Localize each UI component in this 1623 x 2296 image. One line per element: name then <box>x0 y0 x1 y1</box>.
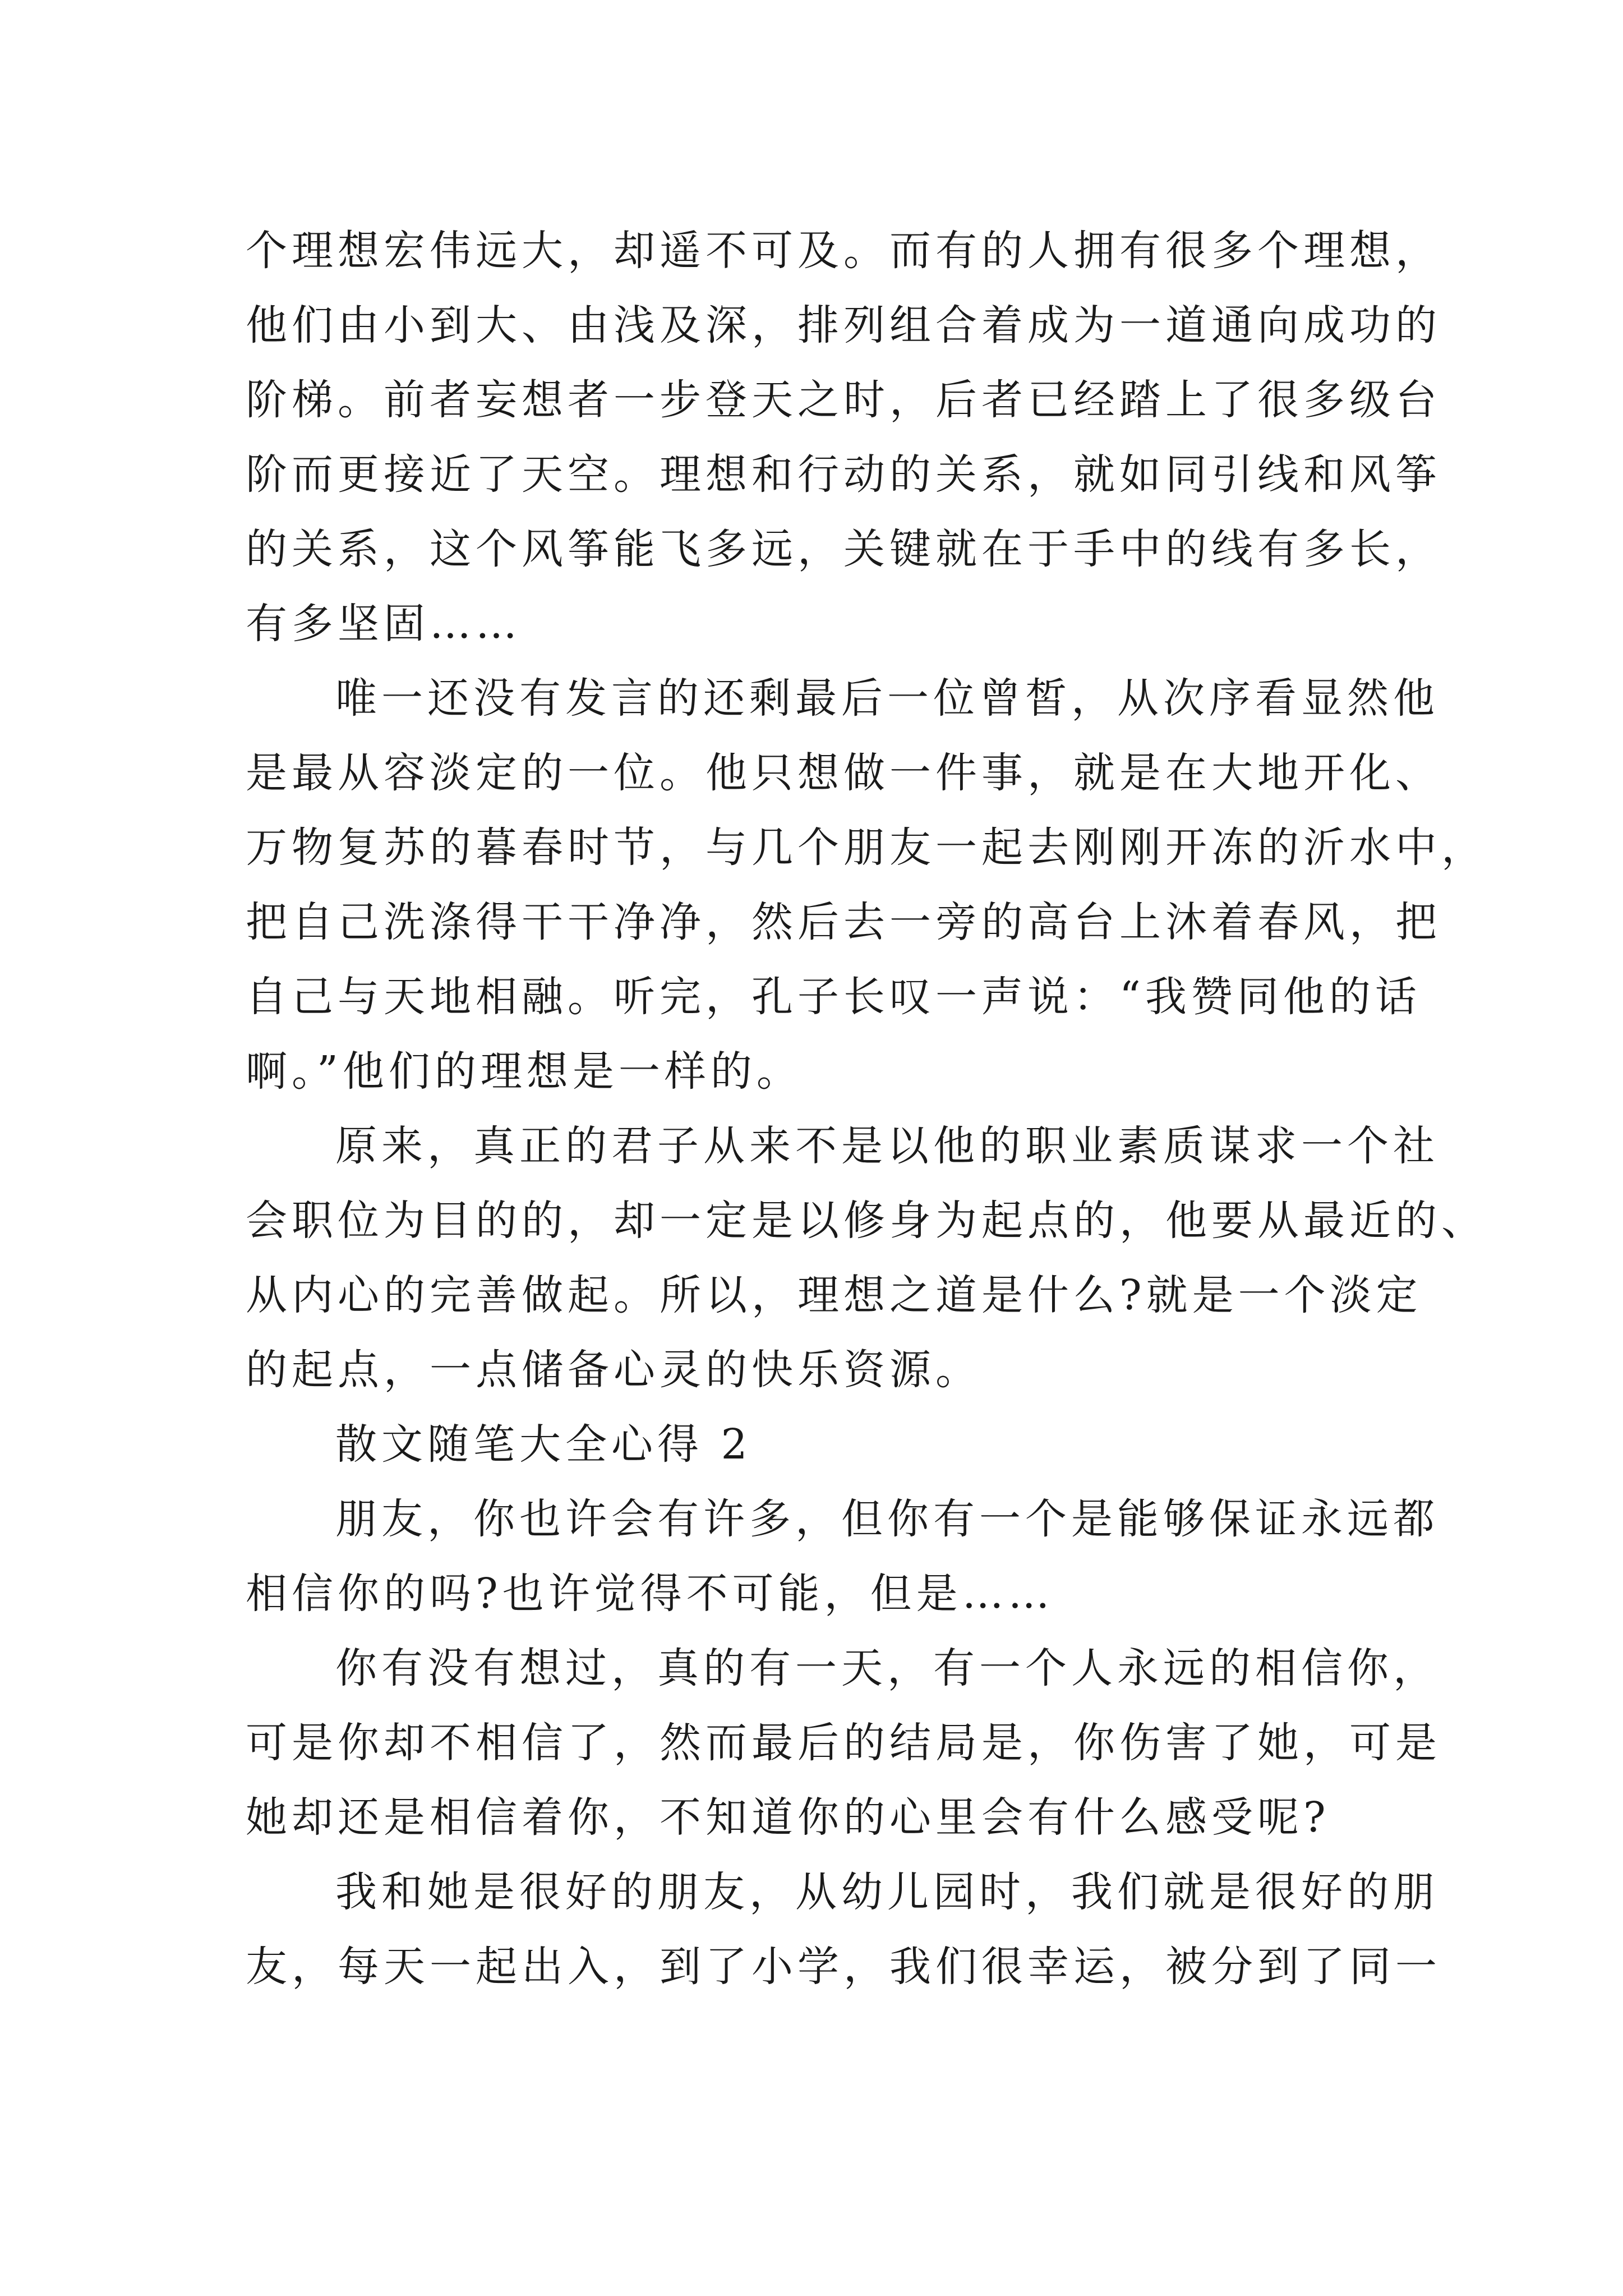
text-line: 自己与天地相融。听完，孔子长叹一声说：“我赞同他的话 <box>246 973 1421 1021</box>
text-line: 阶梯。前者妄想者一步登天之时，后者已经踏上了很多级台 <box>246 376 1441 424</box>
text-line: 相信你的吗?也许觉得不可能，但是…… <box>246 1570 1054 1618</box>
text-line: 他们由小到大、由浅及深，排列组合着成为一道通向成功的 <box>246 301 1441 349</box>
text-line: 是最从容淡定的一位。他只想做一件事，就是在大地开化、 <box>246 749 1441 797</box>
text-line: 你有没有想过，真的有一天，有一个人永远的相信你， <box>335 1644 1439 1692</box>
text-line: 阶而更接近了天空。理想和行动的关系，就如同引线和风筝 <box>246 450 1441 499</box>
text-line: 友，每天一起出入，到了小学，我们很幸运，被分到了同一 <box>246 1943 1441 1991</box>
section-heading: 散文随笔大全心得 2 <box>335 1420 752 1469</box>
text-line: 万物复苏的暮春时节，与几个朋友一起去刚刚开冻的沂水中， <box>246 823 1487 872</box>
text-line: 她却还是相信着你，不知道你的心里会有什么感受呢? <box>246 1793 1330 1842</box>
text-line: 个理想宏伟远大，却遥不可及。而有的人拥有很多个理想， <box>246 227 1441 275</box>
text-line: 唯一还没有发言的还剩最后一位曾皙，从次序看显然他 <box>335 674 1439 723</box>
text-line: 原来，真正的君子从来不是以他的职业素质谋求一个社 <box>335 1122 1439 1170</box>
text-line: 的起点，一点储备心灵的快乐资源。 <box>246 1346 981 1394</box>
text-line: 的关系，这个风筝能飞多远，关键就在于手中的线有多长， <box>246 525 1441 573</box>
text-line: 会职位为目的的，却一定是以修身为起点的，他要从最近的、 <box>246 1197 1487 1245</box>
text-line: 从内心的完善做起。所以，理想之道是什么?就是一个淡定 <box>246 1271 1422 1319</box>
text-line: 我和她是很好的朋友，从幼儿园时，我们就是很好的朋 <box>335 1868 1439 1916</box>
text-line: 可是你却不相信了，然而最后的结局是，你伤害了她，可是 <box>246 1719 1441 1767</box>
text-line: 朋友，你也许会有许多，但你有一个是能够保证永远都 <box>335 1495 1439 1543</box>
text-line: 把自己洗涤得干干净净，然后去一旁的高台上沐着春风，把 <box>246 898 1441 946</box>
text-line: 啊。”他们的理想是一样的。 <box>246 1047 803 1096</box>
text-line: 有多坚固…… <box>246 600 522 648</box>
